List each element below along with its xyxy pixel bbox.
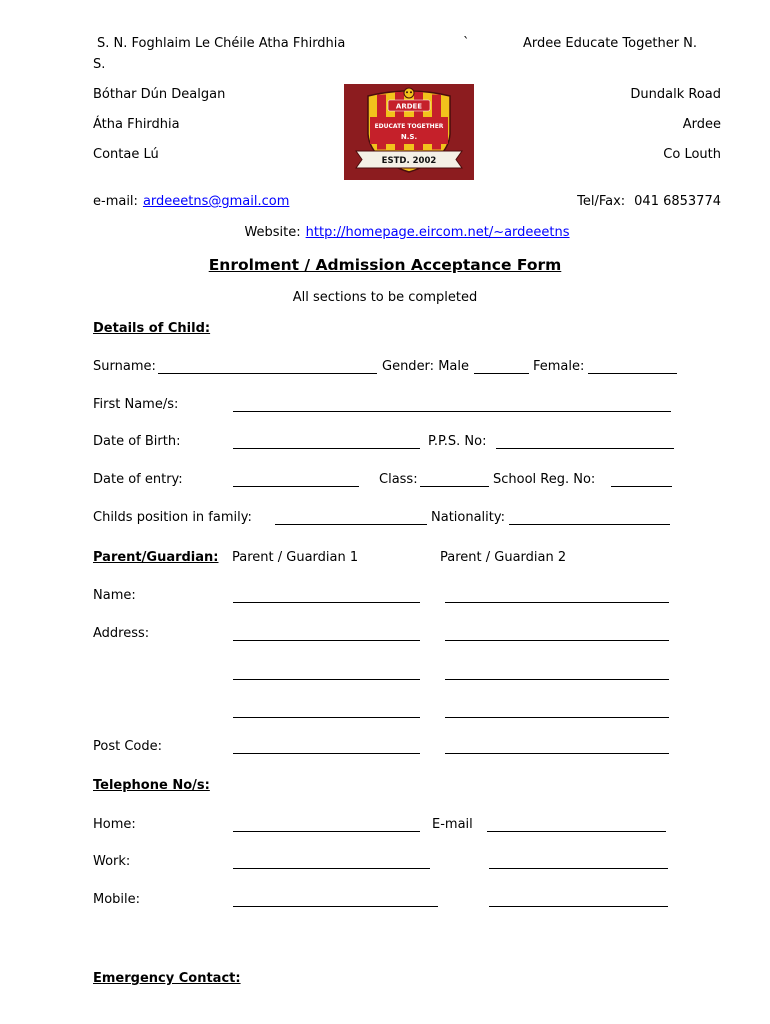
owl-ornament-icon bbox=[404, 88, 414, 98]
owl-eye-right bbox=[410, 91, 412, 93]
school-english-name: Ardee Educate Together N. bbox=[523, 36, 698, 51]
pps-label: P.P.S. No: bbox=[428, 434, 487, 449]
child-heading-row bbox=[0, 321, 770, 337]
guardian-name-label: Name: bbox=[93, 588, 136, 603]
surname-blank bbox=[158, 373, 377, 374]
work-phone-row bbox=[0, 854, 770, 870]
guardian-2-name-blank bbox=[445, 602, 669, 603]
guardian-postcode-row bbox=[0, 739, 770, 755]
guardian-name-row bbox=[0, 588, 770, 604]
emergency-section-heading: Emergency Contact: bbox=[93, 971, 241, 986]
class-label: Class: bbox=[379, 472, 418, 487]
dob-blank bbox=[233, 448, 420, 449]
surname-gender-row bbox=[0, 359, 770, 375]
instructions-row bbox=[0, 290, 770, 306]
mobile-phone-label: Mobile: bbox=[93, 892, 141, 907]
guardian-1-address-line-3-blank bbox=[233, 717, 420, 718]
guardian-2-address-line-1-blank bbox=[445, 640, 669, 641]
form-title: Enrolment / Admission Acceptance Form bbox=[208, 256, 562, 274]
english-address-line-2: Ardee bbox=[682, 117, 721, 132]
female-blank bbox=[588, 373, 677, 374]
email-line bbox=[93, 194, 289, 210]
english-address-line-1: Dundalk Road bbox=[630, 87, 721, 102]
guardian-address-row-3 bbox=[0, 703, 770, 719]
website-row bbox=[0, 225, 770, 241]
first-name-label: First Name/s: bbox=[93, 397, 179, 412]
work-phone-blank-2 bbox=[489, 868, 668, 869]
guardian-email-blank bbox=[487, 831, 666, 832]
first-name-blank bbox=[233, 411, 671, 412]
nationality-blank bbox=[509, 524, 670, 525]
class-blank bbox=[420, 486, 489, 487]
school-english-name-wrap: S. bbox=[93, 57, 106, 72]
guardian-1-postcode-blank bbox=[233, 753, 420, 754]
work-phone-label: Work: bbox=[93, 854, 131, 869]
home-phone-row bbox=[0, 817, 770, 833]
logo-suffix-text: N.S. bbox=[400, 133, 418, 141]
family-position-blank bbox=[275, 524, 427, 525]
guardian-2-column-heading: Parent / Guardian 2 bbox=[440, 550, 567, 565]
school-crest-logo bbox=[344, 84, 474, 180]
email-label: e-mail: bbox=[93, 194, 138, 209]
guardian-1-address-line-1-blank bbox=[233, 640, 420, 641]
guardian-1-column-heading: Parent / Guardian 1 bbox=[232, 550, 359, 565]
guardian-email-label: E-mail bbox=[432, 817, 473, 832]
stray-backtick-mark: ` bbox=[463, 36, 470, 51]
female-label: Female: bbox=[533, 359, 585, 374]
telephone-section-heading: Telephone No/s: bbox=[93, 778, 210, 793]
mobile-phone-blank-2 bbox=[489, 906, 668, 907]
mobile-phone-row bbox=[0, 892, 770, 908]
entry-date-label: Date of entry: bbox=[93, 472, 183, 487]
first-name-row bbox=[0, 397, 770, 413]
position-nationality-row bbox=[0, 510, 770, 526]
guardian-2-postcode-blank bbox=[445, 753, 669, 754]
email-link[interactable]: ardeeetns@gmail.com bbox=[142, 194, 290, 209]
home-phone-label: Home: bbox=[93, 817, 136, 832]
school-name-wrap-row bbox=[0, 57, 770, 73]
dob-label: Date of Birth: bbox=[93, 434, 181, 449]
website-label: Website: bbox=[244, 225, 301, 240]
surname-label: Surname: bbox=[93, 359, 156, 374]
entry-date-blank bbox=[233, 486, 359, 487]
nationality-label: Nationality: bbox=[431, 510, 506, 525]
form-title-line bbox=[0, 255, 770, 275]
english-address-line-3: Co Louth bbox=[663, 147, 721, 162]
guardian-address-row-1 bbox=[0, 626, 770, 642]
logo-motto-text: EDUCATE TOGETHER bbox=[374, 123, 444, 130]
work-phone-blank-1 bbox=[233, 868, 430, 869]
website-line bbox=[93, 225, 721, 241]
gender-male-label: Gender: Male bbox=[382, 359, 469, 374]
irish-address-line-2: Átha Fhirdhia bbox=[93, 117, 180, 132]
child-section-heading: Details of Child: bbox=[93, 321, 211, 336]
school-irish-name: S. N. Foghlaim Le Chéile Atha Fhirdhia bbox=[97, 36, 346, 51]
pps-blank bbox=[496, 448, 674, 449]
guardian-1-address-line-2-blank bbox=[233, 679, 420, 680]
telfax-label: Tel/Fax: bbox=[577, 194, 626, 209]
school-name-row bbox=[0, 36, 770, 52]
guardian-address-label: Address: bbox=[93, 626, 150, 641]
guardian-address-row-2 bbox=[0, 665, 770, 681]
website-link[interactable]: http://homepage.eircom.net/~ardeeetns bbox=[305, 225, 570, 240]
guardian-1-name-blank bbox=[233, 602, 420, 603]
home-phone-blank bbox=[233, 831, 420, 832]
guardian-2-address-line-2-blank bbox=[445, 679, 669, 680]
guardian-2-address-line-3-blank bbox=[445, 717, 669, 718]
mobile-phone-blank-1 bbox=[233, 906, 438, 907]
logo-name-text: ARDEE bbox=[395, 102, 423, 111]
form-instructions: All sections to be completed bbox=[292, 290, 478, 305]
gender-male-blank bbox=[474, 373, 529, 374]
guardian-heading-row bbox=[0, 550, 770, 566]
irish-address-line-1: Bóthar Dún Dealgan bbox=[93, 87, 226, 102]
postcode-label: Post Code: bbox=[93, 739, 162, 754]
telfax-line bbox=[577, 194, 721, 210]
family-position-label: Childs position in family: bbox=[93, 510, 252, 525]
owl-eye-left bbox=[406, 91, 408, 93]
logo-established-text: ESTD. 2002 bbox=[381, 156, 437, 166]
emergency-heading-row bbox=[0, 971, 770, 987]
school-reg-label: School Reg. No: bbox=[493, 472, 596, 487]
dob-pps-row bbox=[0, 434, 770, 450]
contact-row bbox=[0, 194, 770, 210]
school-reg-blank bbox=[611, 486, 672, 487]
telephone-heading-row bbox=[0, 778, 770, 794]
irish-address-line-3: Contae Lú bbox=[93, 147, 159, 162]
entry-class-row bbox=[0, 472, 770, 488]
telfax-number: 041 6853774 bbox=[634, 194, 721, 209]
guardian-section-heading: Parent/Guardian: bbox=[93, 550, 219, 565]
